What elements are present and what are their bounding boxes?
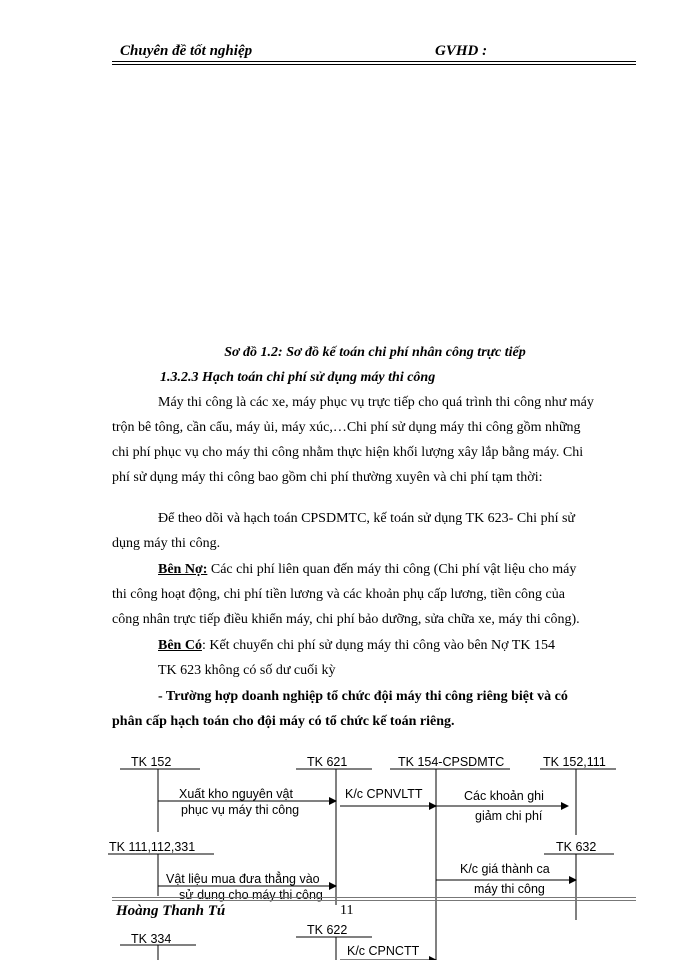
header-right: GVHD : <box>435 43 488 59</box>
footer-rule <box>112 897 636 898</box>
ben-no-label: Bên Nợ: <box>158 562 208 577</box>
account-tk152-111: TK 152,111 <box>543 755 606 769</box>
label-vat-lieu-2: sử dụng cho máy thi công <box>179 888 323 902</box>
label-kc-nct: K/c CPNCTT <box>347 944 420 958</box>
label-vat-lieu-1: Vật liệu mua đưa thẳng vào <box>166 872 320 886</box>
label-kc-nvl: K/c CPNVLTT <box>345 787 423 801</box>
figure-caption: Sơ đồ 1.2: Sơ đồ kế toán chi phí nhân công trực tiếp <box>224 345 526 360</box>
no-balance-line: TK 623 không có số dư cuối kỳ <box>158 663 336 678</box>
paragraph1-line: chi phí phục vụ cho máy thi công nhằm thực hiện khối lượng xây lắp bằng máy. Chi <box>112 445 584 460</box>
ben-no-line: thi công hoạt động, chi phí tiền lương và các khoản phụ cấp lương, tiền công của <box>112 587 565 602</box>
label-cac-khoan-1: Các khoản ghi <box>464 789 544 803</box>
ben-no-line: công nhân trực tiếp điều khiển máy, chi phí bảo dưỡng, sửa chữa xe, máy thi công). <box>112 612 580 627</box>
ben-co-label: Bên Có <box>158 638 202 653</box>
page-number: 11 <box>340 903 354 918</box>
paragraph2-line: dụng máy thi công. <box>112 536 221 551</box>
account-tk111: TK 111,112,331 <box>109 840 196 854</box>
footer-rule-thin <box>112 900 636 901</box>
account-tk154: TK 154-CPSDMTC <box>398 755 505 769</box>
label-cac-khoan-2: giảm chi phí <box>475 809 543 823</box>
case-line: phân cấp hạch toán cho đội máy có tổ chức kế toán riêng. <box>112 714 455 729</box>
paragraph2-line: Để theo dõi và hạch toán CPSDMTC, kế toán sử dụng TK 623- Chi phí sử <box>158 511 575 526</box>
section-title: 1.3.2.3 Hạch toán chi phí sử dụng máy thi công <box>160 370 436 385</box>
footer-author: Hoàng Thanh Tú <box>116 903 226 919</box>
account-tk621: TK 621 <box>307 755 348 769</box>
account-tk622: TK 622 <box>307 923 348 937</box>
case-line: - Trường hợp doanh nghiệp tổ chức đội máy thi công riêng biệt và có <box>158 689 568 704</box>
paragraph1-line: phí sử dụng máy thi công bao gồm chi phí thường xuyên và chi phí tạm thời: <box>112 470 543 485</box>
ben-co-text: : Kết chuyển chi phí sử dụng máy thi công vào bên Nợ TK 154 <box>201 638 555 653</box>
account-tk632: TK 632 <box>556 840 597 854</box>
account-tk334: TK 334 <box>131 932 172 946</box>
header-left: Chuyên đề tốt nghiệp <box>120 43 253 59</box>
label-kc-gia-2: máy thi công <box>474 882 545 896</box>
ben-no-text: Các chi phí liên quan đến máy thi công (Chi phí vật liệu cho máy <box>207 562 577 577</box>
label-kc-gia-1: K/c giá thành ca <box>460 862 550 876</box>
paragraph1-line: trộn bê tông, cần cẩu, máy ủi, máy xúc,…Chi phí sử dụng máy thi công gồm những <box>112 420 581 435</box>
label-xuat-kho-2: phục vụ máy thi công <box>181 803 300 817</box>
paragraph1-line: Máy thi công là các xe, máy phục vụ trực tiếp cho quá trình thi công như máy <box>158 395 594 410</box>
label-xuat-kho-1: Xuất kho nguyên vật <box>179 787 293 801</box>
account-tk152: TK 152 <box>131 755 172 769</box>
